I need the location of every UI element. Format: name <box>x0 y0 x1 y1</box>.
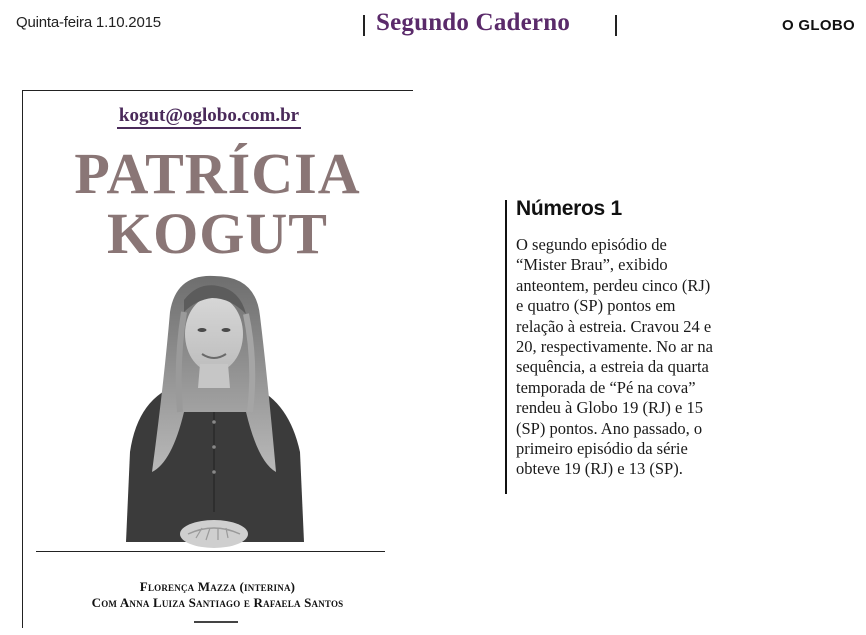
portrait-baseline-rule <box>36 551 385 552</box>
section-title: Segundo Caderno <box>376 9 571 36</box>
article-line: relação à estreia. Cravou 24 e <box>516 316 712 336</box>
columnist-email-link[interactable]: kogut@oglobo.com.br <box>117 105 301 129</box>
section-divider-left <box>363 15 365 36</box>
credit-end-mark <box>194 621 238 623</box>
columnist-name-first: PATRÍCIA <box>74 141 361 206</box>
credit-line-interina: Florença Mazza (interina) <box>139 579 296 594</box>
article-line: sequência, a estreia da quarta <box>516 357 709 377</box>
article-line: O segundo episódio de <box>516 235 667 254</box>
columnist-portrait <box>118 272 308 552</box>
article-side-rule <box>505 200 507 494</box>
columnist-email[interactable] <box>0 105 418 127</box>
publication-date: Quinta-feira 1.10.2015 <box>16 14 161 31</box>
article-line: (SP) pontos. Ano passado, o <box>516 418 703 438</box>
article-headline: Números 1 <box>516 197 622 220</box>
newspaper-brand: O GLOBO <box>782 17 855 34</box>
article-line: temporada de “Pé na cova” <box>516 377 696 397</box>
article-line: primeiro episódio da série <box>516 439 688 459</box>
credit-line-contributors: Com Anna Luiza Santiago e Rafaela Santos <box>91 595 344 610</box>
article-line: anteontem, perdeu cinco (RJ) <box>516 275 711 295</box>
column-border-top <box>22 90 413 91</box>
article-line: e quatro (SP) pontos em <box>516 296 676 316</box>
article-line: 20, respectivamente. No ar na <box>516 337 714 357</box>
article-line: “Mister Brau”, exibido <box>516 255 668 275</box>
section-divider-right <box>615 15 617 36</box>
article-body <box>516 235 756 480</box>
article-line: rendeu à Globo 19 (RJ) e 15 <box>516 398 703 418</box>
columnist-name-last: KOGUT <box>107 201 328 266</box>
article-line: obteve 19 (RJ) e 13 (SP). <box>516 459 683 479</box>
